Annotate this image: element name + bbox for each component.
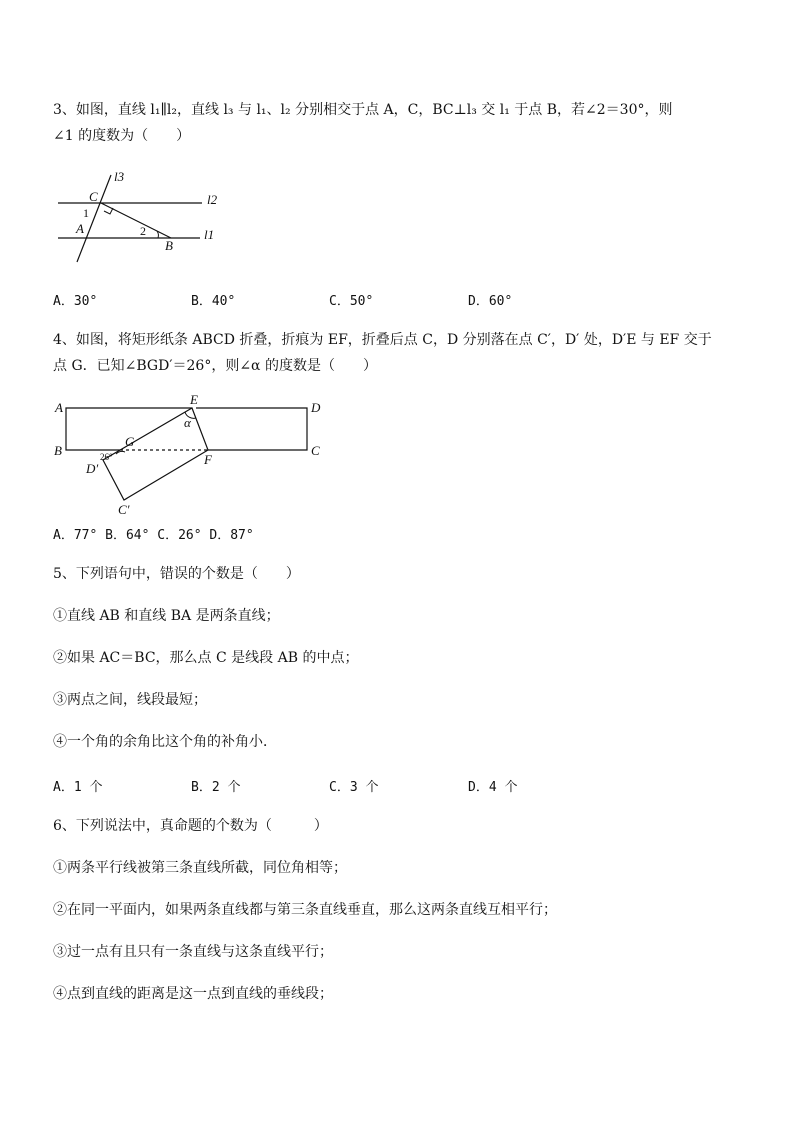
q3-label-B: B [165, 238, 173, 253]
q5-option-d[interactable]: D．4 个 [468, 780, 518, 795]
q6-item-1: ①两条平行线被第三条直线所截，同位角相等； [53, 860, 347, 876]
q5-option-a[interactable]: A．1 个 [53, 780, 103, 795]
q4-options[interactable]: A．77° B．64° C．26° D．87° [53, 528, 254, 543]
q4-label-angle-26: 26° [100, 452, 113, 462]
q4-label-F: F [204, 452, 212, 467]
q3-label-l2: l2 [207, 192, 218, 207]
q3-stem-line1: 3、如图，直线 l₁∥l₂，直线 l₃ 与 l₁、l₂ 分别相交于点 A，C，BC⊥l₃ 交 l₁ 于点 B，若∠2＝30°，则 [53, 102, 673, 118]
q3-label-angle2: 2 [140, 224, 146, 238]
q3-label-C: C [89, 189, 98, 204]
q4-label-D: D [311, 400, 321, 415]
q3-label-l1: l1 [204, 227, 215, 242]
q3-option-c[interactable]: C．50° [329, 294, 374, 309]
q5-item-1: ①直线 AB 和直线 BA 是两条直线； [53, 608, 280, 624]
q3-label-A: A [76, 221, 84, 236]
q4-label-A: A [55, 400, 63, 415]
q3-option-a[interactable]: A．30° [53, 294, 98, 309]
q4-label-alpha: α [184, 415, 191, 430]
q6-item-2: ②在同一平面内，如果两条直线都与第三条直线垂直，那么这两条直线互相平行； [53, 902, 557, 918]
q5-stem: 5、下列语句中，错误的个数是（ ） [53, 566, 300, 582]
q5-option-c[interactable]: C．3 个 [329, 780, 379, 795]
q5-item-3: ③两点之间，线段最短； [53, 692, 207, 708]
q4-label-C: C [311, 443, 320, 458]
q4-stem-line2: 点 G．已知∠BGD′＝26°，则∠α 的度数是（ ） [53, 358, 377, 374]
q3-label-l3: l3 [114, 169, 125, 184]
q5-option-b[interactable]: B．2 个 [191, 780, 241, 795]
q4-stem-line1: 4、如图，将矩形纸条 ABCD 折叠，折痕为 EF，折叠后点 C，D 分别落在点 C′，D′ 处，D′E 与 EF 交于 [53, 332, 712, 348]
q4-label-B: B [54, 443, 62, 458]
q3-stem-line2: ∠1 的度数为（ ） [53, 128, 191, 144]
q4-label-Cprime: C′ [118, 502, 130, 517]
q4-label-E: E [190, 392, 198, 407]
q5-item-2: ②如果 AC＝BC，那么点 C 是线段 AB 的中点； [53, 650, 359, 666]
q5-item-4: ④一个角的余角比这个角的补角小． [53, 734, 277, 750]
q4-label-Dprime: D′ [86, 461, 99, 476]
q3-label-angle1: 1 [83, 206, 89, 220]
q6-item-4: ④点到直线的距离是这一点到直线的垂线段； [53, 986, 333, 1002]
q6-stem: 6、下列说法中，真命题的个数为（ ） [53, 818, 328, 834]
q4-label-G: G [125, 434, 135, 449]
q3-option-d[interactable]: D．60° [468, 294, 513, 309]
q3-option-b[interactable]: B．40° [191, 294, 236, 309]
q6-item-3: ③过一点有且只有一条直线与这条直线平行； [53, 944, 333, 960]
